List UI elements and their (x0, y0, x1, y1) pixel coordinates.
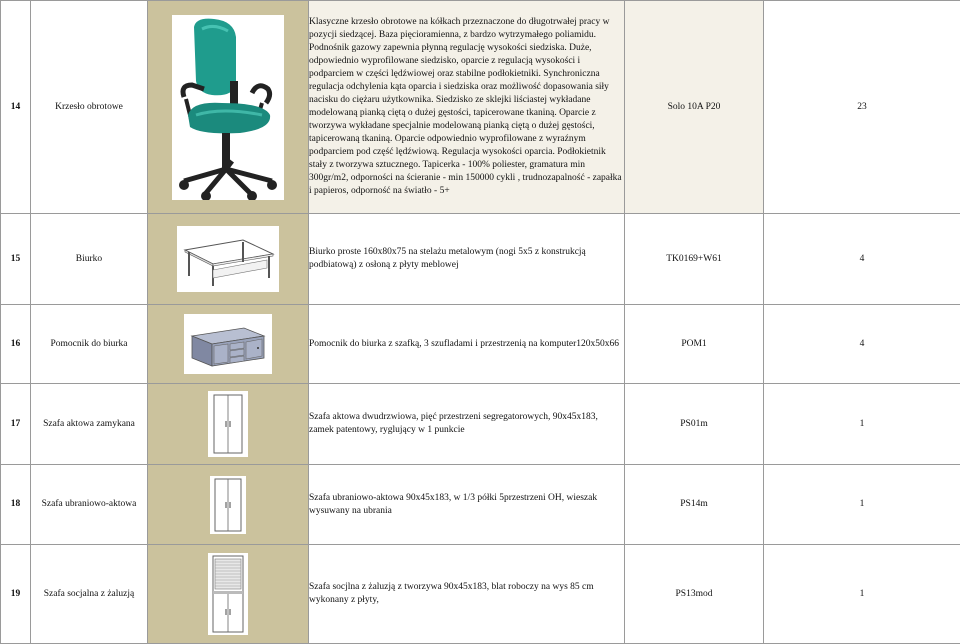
table-row (1, 305, 960, 384)
item-quantity: 4 (764, 214, 960, 305)
filing-cabinet-image (208, 391, 248, 457)
desk-pedestal-image (184, 314, 272, 374)
item-description: Pomocnik do biurka z szafką, 3 szufladami i przestrzenią na komputer120x50x66 (309, 305, 625, 384)
table-row (1, 545, 960, 644)
item-quantity: 1 (764, 465, 960, 545)
item-code: Solo 10A P20 (625, 1, 764, 214)
item-number: 19 (1, 545, 31, 644)
item-image-cell (148, 465, 309, 545)
item-code: POM1 (625, 305, 764, 384)
item-number: 14 (1, 1, 31, 214)
item-name: Krzesło obrotowe (31, 1, 148, 214)
item-description: Szafa aktowa dwudrzwiowa, pięć przestrzeni segregatorowych, 90x45x183, zamek patentowy, ryglujący w 1 punkcie (309, 384, 625, 465)
item-number: 17 (1, 384, 31, 465)
table-row (1, 384, 960, 465)
item-number: 18 (1, 465, 31, 545)
item-quantity: 4 (764, 305, 960, 384)
item-number: 16 (1, 305, 31, 384)
item-name: Szafa ubraniowo-aktowa (31, 465, 148, 545)
item-code: PS13mod (625, 545, 764, 644)
item-image-cell (148, 1, 309, 214)
office-chair-image (172, 15, 284, 200)
item-name: Szafa aktowa zamykana (31, 384, 148, 465)
item-quantity: 23 (764, 1, 960, 214)
item-description: Klasyczne krzesło obrotowe na kółkach przeznaczone do długotrwałej pracy w pozycji siedzącej. Baza pięcioramienna, z bardzo wytrzymałego poliamidu. Podnośnik gazowy zapewnia płynną regulację wysokości siedziska. Duże, odpowiednio wyprofilowane siedzisko, oparcie z regulacją wysokości i podparciem w części lędźwiowej oraz stabilne podłokietniki. Synchroniczna regulacja odchylenia kąta oparcia i siedziska oraz możliwość dopasowania siły nacisku do ciężaru użytkownika. Siedzisko ze sklejki liściastej wykładane modelowaną pianką ciętą o dużej gęstości, tapicerowane tkaniną. Oparcie z tworzywa wykładane specjalnie modelowaną pianką ciętą o dużej gęstości, tapicerowaną tkaniną. Oparcie odpowiednio wyprofilowane z wyraźnym podparciem pod część lędźwiową. Regulacja wysokości oparcia. Podłokietnik stały z tworzywa sztucznego. Tapicerka - 100% poliester, gramatura min 300gr/m2, odporności na ścieranie - min 150000 cykli , trudnozapalność - zapałka i papieros, odporność na światło - 5+ (309, 1, 625, 214)
item-description: Biurko proste 160x80x75 na stelażu metalowym (nogi 5x5 z konstrukcją podbiatową) z osłoną z płyty meblowej (309, 214, 625, 305)
item-image-cell (148, 214, 309, 305)
item-name: Szafa socjalna z żaluzją (31, 545, 148, 644)
table-row (1, 214, 960, 305)
item-image-cell (148, 384, 309, 465)
table-row (1, 465, 960, 545)
item-image-cell (148, 545, 309, 644)
item-number: 15 (1, 214, 31, 305)
item-description: Szafa socjlna z żaluzją z tworzywa 90x45x183, blat roboczy na wys 85 cm wykonany z płyty, (309, 545, 625, 644)
item-description: Szafa ubraniowo-aktowa 90x45x183, w 1/3 półki 5przestrzeni OH, wieszak wysuwany na ubrania (309, 465, 625, 545)
table-row (1, 1, 960, 214)
item-name: Pomocnik do biurka (31, 305, 148, 384)
item-code: PS01m (625, 384, 764, 465)
item-name: Biurko (31, 214, 148, 305)
roller-shutter-cabinet-image (208, 553, 248, 635)
item-image-cell (148, 305, 309, 384)
item-code: PS14m (625, 465, 764, 545)
item-quantity: 1 (764, 384, 960, 465)
wardrobe-image (210, 476, 246, 534)
item-code: TK0169+W61 (625, 214, 764, 305)
item-quantity: 1 (764, 545, 960, 644)
desk-image (177, 226, 279, 292)
